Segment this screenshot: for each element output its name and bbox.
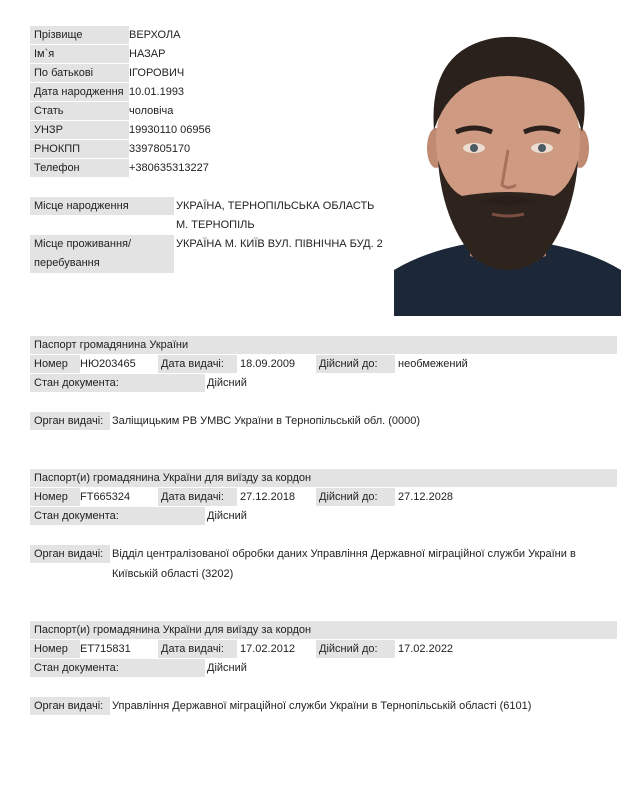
- number-label: Номер: [30, 355, 80, 373]
- number-value: НЮ203465: [80, 355, 136, 373]
- field-value-unzr: 19930110 06956: [129, 124, 211, 136]
- status-value: Дійсний: [207, 377, 247, 389]
- number-label: Номер: [30, 640, 80, 658]
- field-value-first-name: НАЗАР: [129, 48, 166, 60]
- status-label: Стан документа:: [30, 659, 205, 677]
- valid-until-label: Дійсний до:: [316, 488, 395, 506]
- person-portrait-image: [394, 20, 621, 316]
- field-label-unzr: УНЗР: [30, 121, 129, 139]
- status-label: Стан документа:: [30, 507, 205, 525]
- field-label-rnokpp: РНОКПП: [30, 140, 129, 158]
- authority-value-line1: Заліщицьким РВ УМВС України в Тернопільській обл. (0000): [112, 415, 421, 427]
- field-label-first-name: Ім`я: [30, 45, 129, 63]
- authority-value-line1: Відділ централізованої обробки даних Управління Державної міграційної служби України в: [112, 548, 576, 560]
- field-label-surname: Прізвище: [30, 26, 129, 44]
- field-value-phone: +380635313227: [129, 162, 209, 174]
- valid-until-value: 27.12.2028: [398, 491, 454, 503]
- authority-label: Орган видачі:: [30, 412, 110, 430]
- field-value-birth-date: 10.01.1993: [129, 86, 185, 98]
- document-title: Паспорт громадянина України: [30, 336, 617, 354]
- authority-label: Орган видачі:: [30, 697, 110, 715]
- document-title: Паспорт(и) громадянина України для виїзду за кордон: [30, 621, 617, 639]
- field-value-patronymic: ІГОРОВИЧ: [129, 67, 185, 79]
- issue-date-value: 17.02.2012: [240, 643, 296, 655]
- residence-value: УКРАЇНА М. КИЇВ ВУЛ. ПІВНІЧНА БУД. 2: [176, 238, 383, 250]
- issue-date-label: Дата видачі:: [158, 488, 237, 506]
- authority-value-line1: Управління Державної міграційної служби України в Тернопільській області (6101): [112, 700, 532, 712]
- authority-value-line2: Київській області (3202): [112, 568, 234, 580]
- number-label: Номер: [30, 488, 80, 506]
- birthplace-value-line2: М. ТЕРНОПІЛЬ: [176, 219, 255, 231]
- field-value-sex: чоловіча: [129, 105, 174, 117]
- document-title: Паспорт(и) громадянина України для виїзду за кордон: [30, 469, 617, 487]
- status-value: Дійсний: [207, 662, 247, 674]
- field-value-rnokpp: 3397805170: [129, 143, 191, 155]
- issue-date-label: Дата видачі:: [158, 640, 237, 658]
- field-value-surname: ВЕРХОЛА: [129, 29, 181, 41]
- field-label-birth-date: Дата народження: [30, 83, 129, 101]
- residence-label-line2: перебування: [34, 257, 100, 269]
- status-label: Стан документа:: [30, 374, 205, 392]
- issue-date-value: 27.12.2018: [240, 491, 296, 503]
- status-value: Дійсний: [207, 510, 247, 522]
- residence-label-line1: Місце проживання/: [34, 238, 132, 250]
- valid-until-value: необмежений: [398, 358, 468, 370]
- valid-until-label: Дійсний до:: [316, 640, 395, 658]
- valid-until-value: 17.02.2022: [398, 643, 454, 655]
- issue-date-value: 18.09.2009: [240, 358, 296, 370]
- birthplace-label: Місце народження: [30, 197, 174, 215]
- field-label-patronymic: По батькові: [30, 64, 129, 82]
- person-photo: [394, 20, 621, 316]
- number-value: FT665324: [80, 488, 130, 506]
- birthplace-value-line1: УКРАЇНА, ТЕРНОПІЛЬСЬКА ОБЛАСТЬ: [176, 200, 375, 212]
- residence-label: [30, 235, 174, 273]
- field-label-phone: Телефон: [30, 159, 129, 177]
- issue-date-label: Дата видачі:: [158, 355, 237, 373]
- valid-until-label: Дійсний до:: [316, 355, 395, 373]
- field-label-sex: Стать: [30, 102, 129, 120]
- authority-label: Орган видачі:: [30, 545, 110, 563]
- number-value: ET715831: [80, 640, 131, 658]
